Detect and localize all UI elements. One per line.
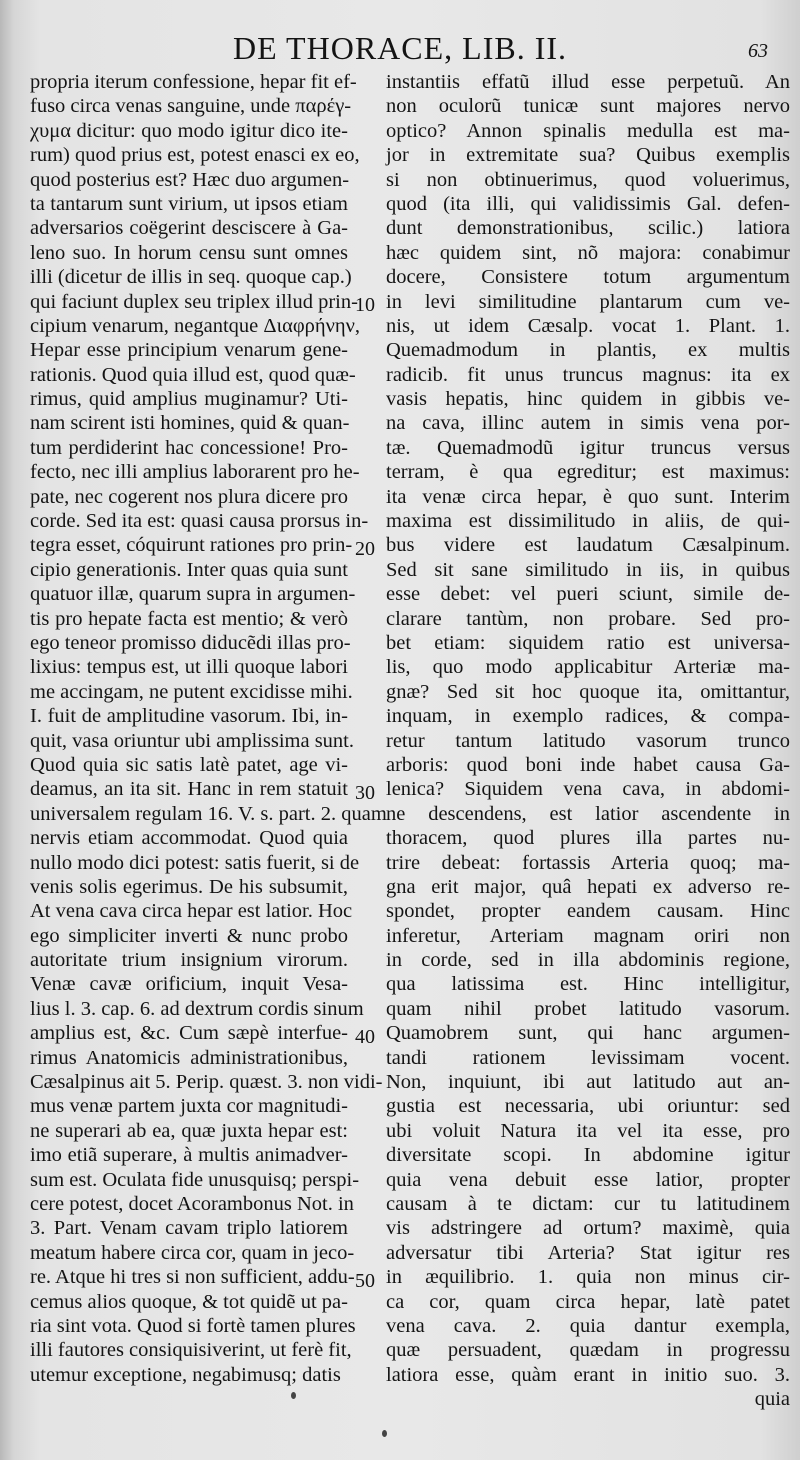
text-line: quam nihil probet latitudo vasorum. xyxy=(386,997,790,1020)
text-line: rimus Anatomicis administrationibus, xyxy=(30,1046,348,1069)
text-line: Cæsalpinus ait 5. Perip. quæst. 3. non vidi- xyxy=(30,1071,383,1094)
page-number: 63 xyxy=(748,40,768,62)
text-line: in æquilibrio. 1. quia non minus cir- xyxy=(386,1266,790,1289)
text-line: mus venæ partem juxta cor magnitudi- xyxy=(30,1095,348,1118)
text-line: tum perdiderint hac concessione! Pro- xyxy=(30,436,348,459)
text-line: Non, inquiunt, ibi aut latitudo aut an- xyxy=(386,1071,790,1094)
text-line: tandi rationem levissimam vocent. xyxy=(386,1046,790,1069)
text-line: docere, Consistere totum argumentum xyxy=(386,266,790,289)
text-line: causam à te dictam: cur tu latitudinem xyxy=(386,1192,790,1215)
text-line: ego simpliciter inverti & nunc probo xyxy=(30,924,348,947)
text-line: quod posterius est? Hæc duo argumen- xyxy=(30,168,350,191)
text-line: imo etiã superare, à multis animadver- xyxy=(30,1144,348,1167)
text-line: quia vena debuit esse latior, propter xyxy=(386,1168,790,1191)
text-line: Venæ cavæ orificium, inquit Vesa- xyxy=(30,973,348,996)
ink-speck xyxy=(291,1392,296,1399)
ink-speck xyxy=(382,1430,387,1437)
text-line: vasis hepatis, hinc quidem in gibbis ve- xyxy=(386,388,790,411)
text-line: illi (dicetur de illis in seq. quoque cap.) xyxy=(30,266,352,289)
text-line: qua latissima est. Hinc intelligitur, xyxy=(386,973,790,996)
text-line: sum est. Oculata fide unusquisq; perspi- xyxy=(30,1168,360,1191)
line-number: 40 xyxy=(355,1025,375,1048)
text-line: adversarios coëgerint desciscere à Ga- xyxy=(30,217,348,240)
text-line: clarare tantùm, non probare. Sed pro- xyxy=(386,607,790,630)
text-line: non oculorũ tunicæ sunt majores nervo xyxy=(386,95,790,118)
text-line: in corde, sed in illa abdominis regione, xyxy=(386,949,790,972)
text-line: arboris: quod boni inde habet causa Ga- xyxy=(386,753,790,776)
text-line: ubi voluit Natura ita vel ita esse, pro xyxy=(386,1119,790,1142)
text-line: Quod quia sic satis latè patet, age vi- xyxy=(30,753,348,776)
text-line: χυμα dicitur: quo modo igitur dico ite- xyxy=(30,119,348,142)
text-line: leno suo. In horum censu sunt omnes xyxy=(30,241,348,264)
text-line: nullo modo dici potest: satis fuerit, si de xyxy=(30,851,360,874)
text-line: nam scirent isti homines, quid & quan- xyxy=(30,412,350,435)
text-line: latiora esse, quàm erant in initio suo. 3. xyxy=(386,1363,790,1386)
text-line: tæ. Quemadmodũ igitur truncus versus xyxy=(386,436,790,459)
text-line: cere potest, docet Acorambonus Not. in xyxy=(30,1192,354,1215)
text-line: lis, quo modo applicabitur Arteriæ ma- xyxy=(386,656,790,679)
text-line: trire debeat: fortassis Arteria quoq; ma- xyxy=(386,851,790,874)
text-line: pate, nec cogerent nos plura dicere pro xyxy=(30,485,348,508)
text-line: gustia est necessaria, ubi oriuntur: sed xyxy=(386,1095,790,1118)
text-line: inquam, in exemplo radices, & compa- xyxy=(386,705,790,728)
text-line: ta tantarum sunt virium, ut ipsos etiam xyxy=(30,192,348,215)
text-line: ego teneor promisso diducẽdi illas pro- xyxy=(30,631,351,654)
line-number: 50 xyxy=(355,1269,375,1292)
text-line: in levi similitudine plantarum cum ve- xyxy=(386,290,790,313)
catchword: quia xyxy=(754,1388,790,1411)
line-number: 10 xyxy=(355,293,375,316)
text-line: vis adstringere ad ortum? maximè, quia xyxy=(386,1217,790,1240)
text-line: hæc quidem sint, nõ majora: conabimur xyxy=(386,241,790,264)
text-line: ria sint vota. Quod si fortè tamen plures xyxy=(30,1314,356,1337)
text-line: nervis etiam accommodat. Quod quia xyxy=(30,827,348,850)
right-text-column xyxy=(386,70,790,1411)
text-line: lius l. 3. cap. 6. ad dextrum cordis sinum xyxy=(30,997,364,1020)
text-line: optico? Annon spinalis medulla est ma- xyxy=(386,119,790,142)
text-line: illi fautores consiquisiverint, ut ferè fit, xyxy=(30,1339,352,1362)
text-line: si non obtinuerimus, quod voluerimus, xyxy=(386,168,790,191)
text-line: gna erit major, quâ hepati ex adverso re- xyxy=(386,875,790,898)
text-line: cipium venarum, negantque Διαφρήνην, xyxy=(30,314,361,337)
line-number: 20 xyxy=(355,537,375,560)
text-line: At vena cava circa hepar est latior. Hoc xyxy=(30,900,353,923)
text-line: thoracem, quod plures illa partes nu- xyxy=(386,827,790,850)
text-line: Quemadmodum in plantis, ex multis xyxy=(386,339,790,362)
text-line: 3. Part. Venam cavam triplo latiorem xyxy=(30,1217,348,1240)
text-line: quatuor illæ, quarum supra in argumen- xyxy=(30,583,356,606)
text-line: I. fuit de amplitudine vasorum. Ibi, in- xyxy=(30,705,348,728)
text-line: Hepar esse principium venarum gene- xyxy=(30,339,348,362)
text-line: maxima est dissimilitudo in aliis, de qui- xyxy=(386,510,790,533)
text-line: adversatur tibi Arteria? Stat igitur res xyxy=(386,1241,790,1264)
text-line: propria iterum confessione, hepar fit ef- xyxy=(30,71,357,93)
text-line: tis pro hepate facta est mentio; & verò xyxy=(30,607,348,630)
text-line: re. Atque hi tres si non sufficient, addu- xyxy=(30,1266,355,1289)
text-line: inferetur, Arteriam magnam oriri non xyxy=(386,924,790,947)
text-line: ne superari ab ea, quæ juxta hepar est: xyxy=(30,1119,348,1142)
text-line: nis, ut idem Cæsalp. vocat 1. Plant. 1. xyxy=(386,314,790,337)
text-line: spondet, propter eandem causam. Hinc xyxy=(386,900,790,923)
text-line: rimus, quid amplius muginamur? Uti- xyxy=(30,388,348,411)
text-line: gnæ? Sed sit hoc quoque ita, omittantur, xyxy=(386,680,790,703)
line-number: 30 xyxy=(355,781,375,804)
text-line: dunt demonstrationibus, scilic.) latiora xyxy=(386,217,790,240)
text-line: quod (ita illi, qui validissimis Gal. defen- xyxy=(386,192,790,215)
text-line: lixius: tempus est, ut illi quoque labori xyxy=(30,656,348,679)
text-line: cipio generationis. Inter quas quia sunt xyxy=(30,558,348,581)
text-line: meatum habere circa cor, quam in jeco- xyxy=(30,1241,355,1264)
text-line: amplius est, &c. Cum sæpè interfue- xyxy=(30,1022,348,1045)
text-line: me accingam, ne putent excidisse mihi. xyxy=(30,680,353,703)
text-line: ca cor, quam circa hepar, latè patet xyxy=(386,1290,790,1313)
text-line: instantiis effatũ illud esse perpetuũ. An xyxy=(386,71,790,93)
text-line: bet etiam: siquidem ratio est universa- xyxy=(386,631,790,654)
text-line: rum) quod prius est, potest enasci ex eo, xyxy=(30,144,360,167)
text-line: corde. Sed ita est: quasi causa prorsus in- xyxy=(30,510,369,533)
text-line: radicib. fit unus truncus magnus: ita ex xyxy=(386,363,790,386)
text-line: terram, è qua egreditur; est maximus: xyxy=(386,461,790,484)
text-line: fecto, nec illi amplius laborarent pro he- xyxy=(30,461,360,484)
text-line: autoritate trium insignium virorum. xyxy=(30,949,348,972)
text-line: esse debet: vel pueri sciunt, simile de- xyxy=(386,583,790,606)
text-line: quit, vasa oriuntur ubi amplissima sunt. xyxy=(30,729,354,752)
text-line: na cava, illinc autem in simis vena por- xyxy=(386,412,790,435)
text-line: ne descendens, est latior ascendente in xyxy=(386,802,790,825)
text-line: diversitate scopi. In abdomine igitur xyxy=(386,1144,790,1167)
text-line: cemus alios quoque, & tot quidẽ ut pa- xyxy=(30,1290,348,1313)
text-line: universalem regulam 16. V. s. part. 2. quam xyxy=(30,802,387,825)
text-line: jor in extremitate sua? Quibus exemplis xyxy=(386,144,790,167)
text-line: bus videre est laudatum Cæsalpinum. xyxy=(386,534,790,557)
text-line: venis solis egerimus. De his subsumit, xyxy=(30,875,348,898)
text-line: rationis. Quod quia illud est, quod quæ- xyxy=(30,363,356,386)
text-line: tegra esset, cóquirunt rationes pro prin- xyxy=(30,534,353,557)
text-line: ita venæ circa hepar, è quo sunt. Interim xyxy=(386,485,790,508)
running-head: DE THORACE, LIB. II. xyxy=(232,30,568,66)
text-line: fuso circa venas sanguine, unde παρέγ- xyxy=(30,95,352,118)
text-line: retur tantum latitudo vasorum trunco xyxy=(386,729,790,752)
text-line: Quamobrem sunt, qui hanc argumen- xyxy=(386,1022,790,1045)
text-line: utemur exceptione, negabimusq; datis xyxy=(30,1363,341,1386)
text-line: quæ persuadent, quædam in progressu xyxy=(386,1339,790,1362)
text-line: deamus, an ita sit. Hanc in rem statuit xyxy=(30,778,348,801)
text-line: lenica? Siquidem vena cava, in abdomi- xyxy=(386,778,790,801)
text-line: Sed sit sane similitudo in iis, in quibus xyxy=(386,558,790,581)
text-line: vena cava. 2. quia dantur exempla, xyxy=(386,1314,790,1337)
text-line: qui faciunt duplex seu triplex illud prin- xyxy=(30,290,358,313)
